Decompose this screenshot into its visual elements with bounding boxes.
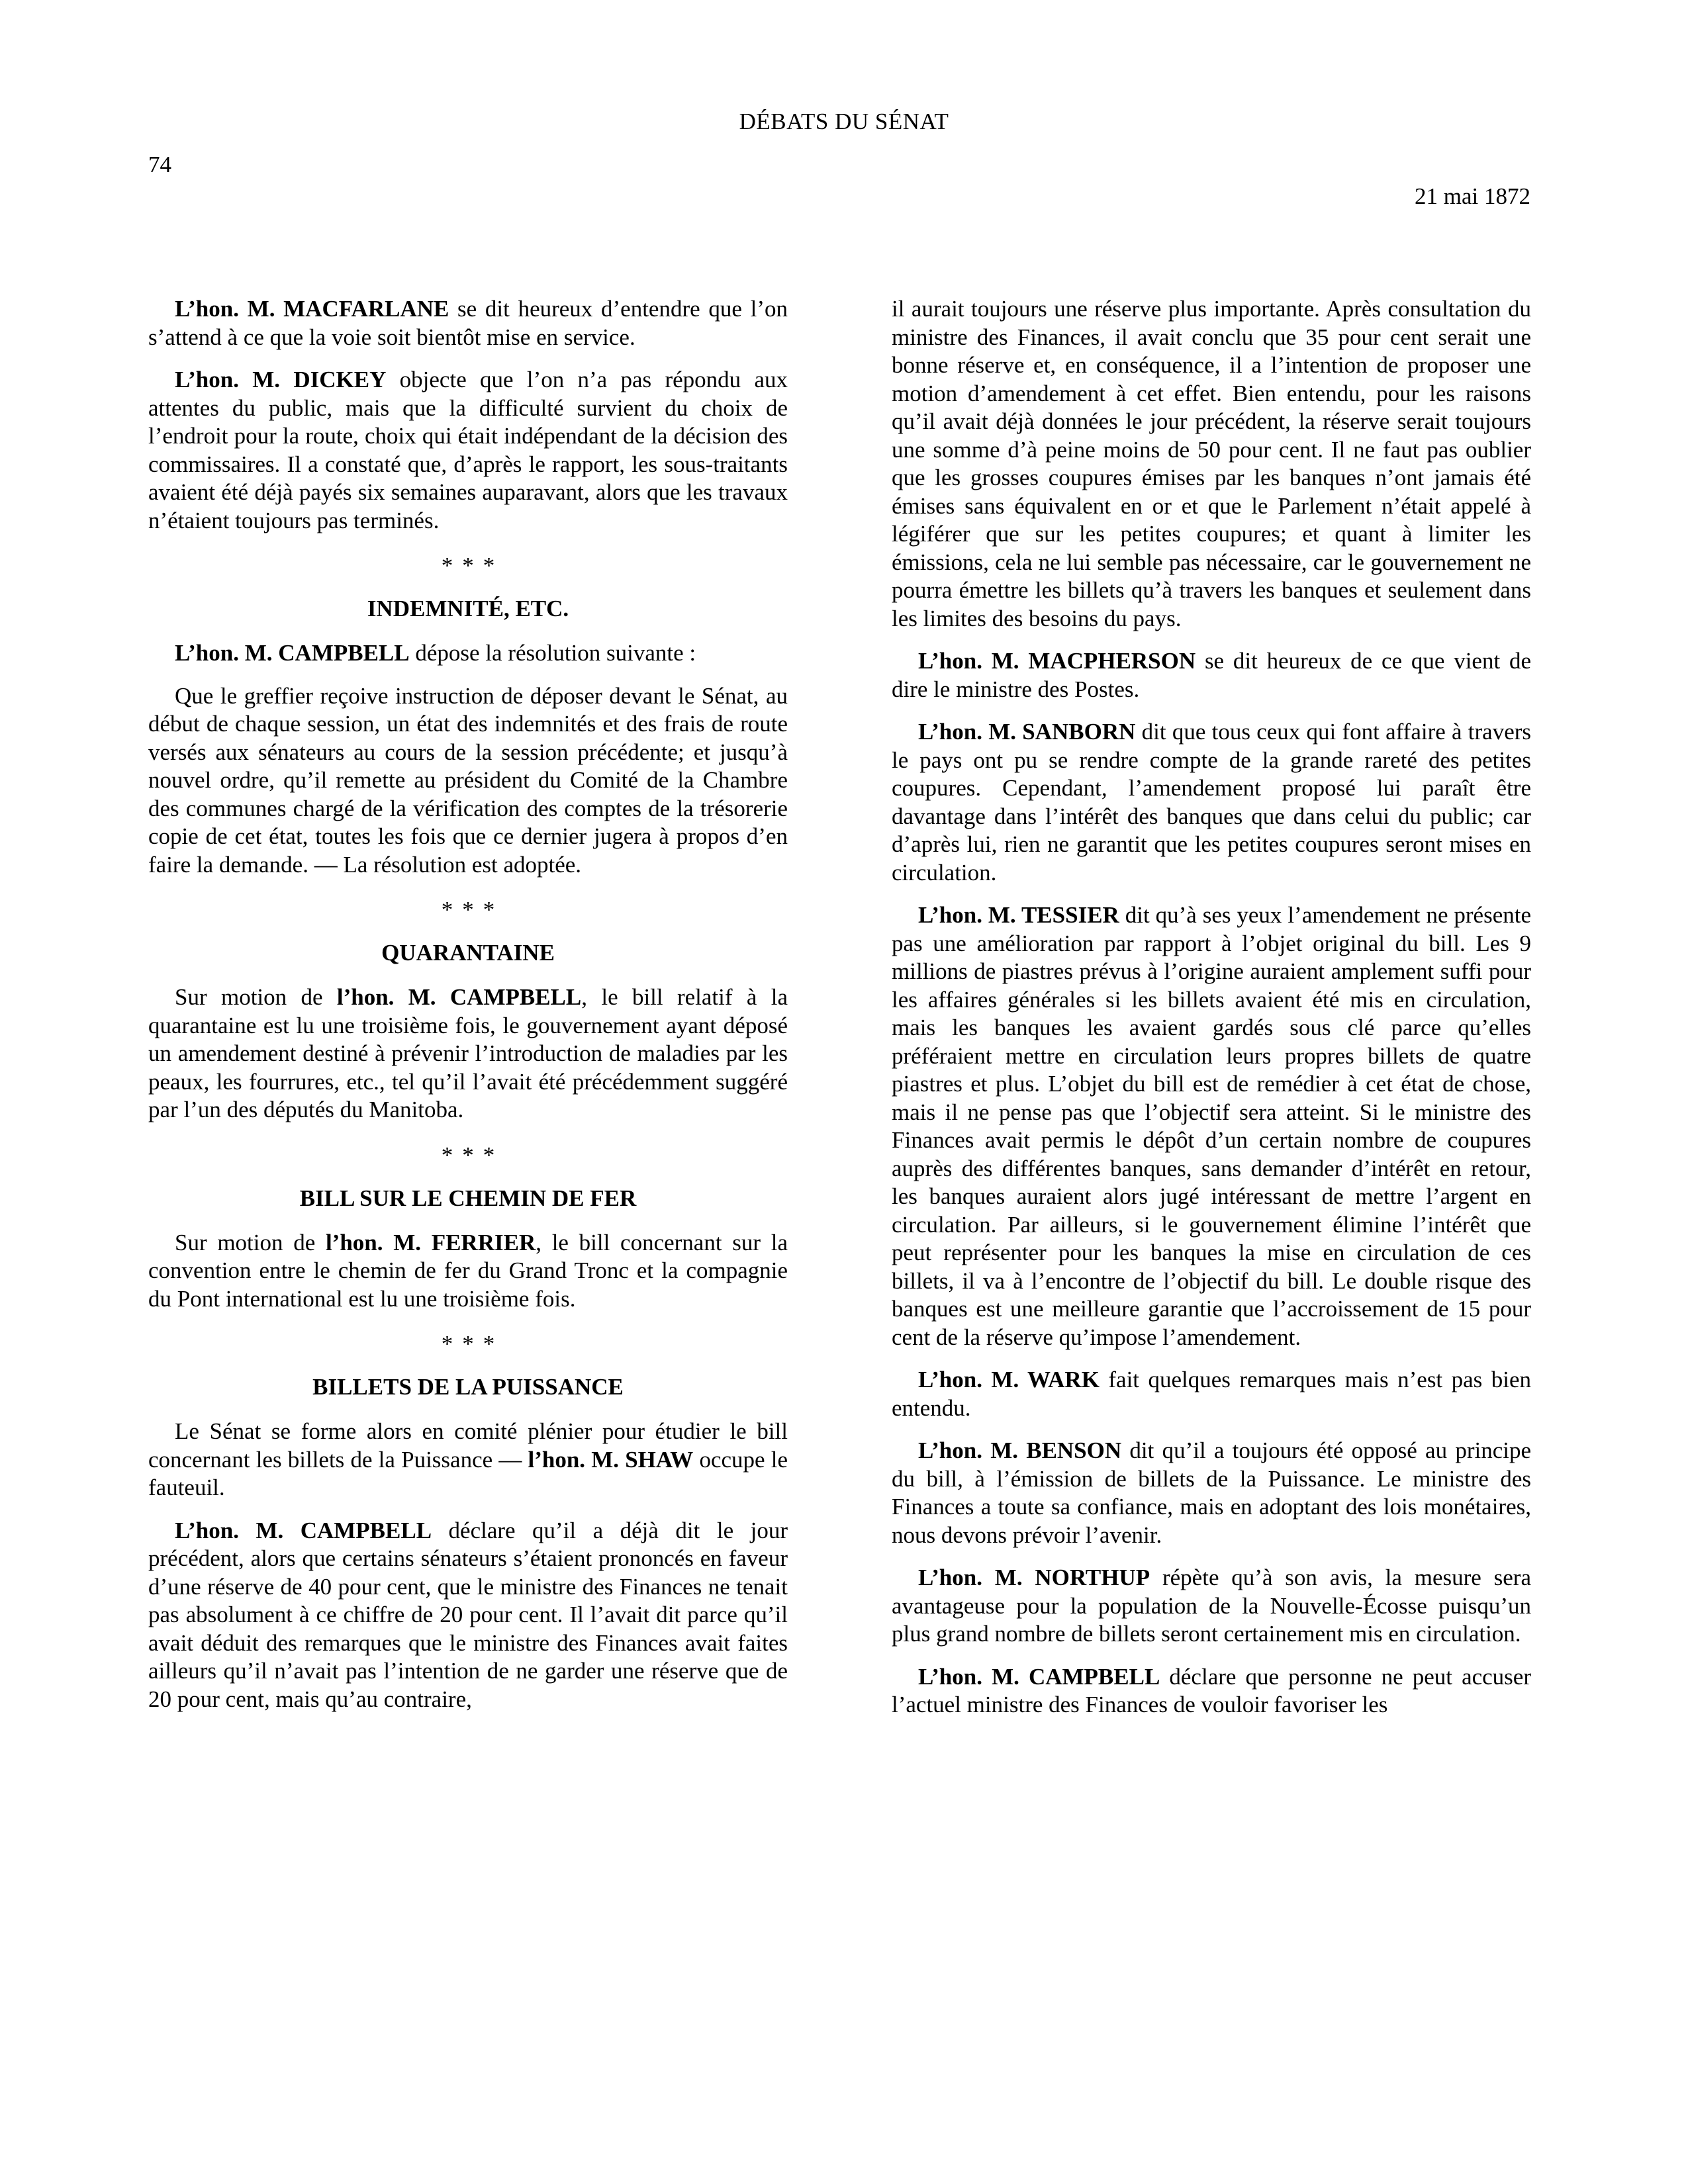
paragraph-campbell-final	[892, 1663, 1531, 1719]
paragraph-chemin-de-fer	[148, 1229, 788, 1314]
paragraph-benson	[892, 1437, 1531, 1549]
section-separator: ***	[441, 1142, 504, 1168]
paragraph-text: déclare qu’il a déjà dit le jour précédent, alors que certains sénateurs s’étaient prononcés en faveur d’une réserve de 40 pour cent, que le ministre des Finances ne tenait pas absolument à ce chiffre de 20 pour cent. Il l’avait dit parce qu’il avait déduit des remarques que le ministre des Finances avait faites ailleurs qu’il n’avait pas l’intention de ne garder une réserve que de 20 pour cent, mais qu’au contraire,	[148, 1517, 788, 1712]
paragraph-campbell-reserve	[148, 1517, 788, 1714]
paragraph-northup	[892, 1564, 1531, 1649]
right-column	[892, 295, 1531, 1719]
paragraph-text: dit qu’il a toujours été opposé au principe du bill, à l’émission de billets de la Puissance. Le ministre des Finances a toute sa confiance, mais en adoptant des lois monétaires, nous devons prévoir l’avenir.	[892, 1437, 1531, 1548]
speaker-name: l’hon. M. SHAW	[528, 1446, 694, 1473]
speaker-name: L’hon. M. BENSON	[918, 1437, 1122, 1463]
speaker-name: L’hon. M. SANBORN	[918, 719, 1136, 745]
speaker-name: L’hon. M. CAMPBELL	[918, 1663, 1160, 1690]
paragraph-text: dépose la résolution suivante :	[409, 640, 696, 666]
page-date: 21 mai 1872	[1415, 183, 1530, 209]
paragraph-text: répète qu’à son avis, la mesure sera avantageuse pour la population de la Nouvelle-Écosse puisqu’un plus grand nombre de billets seront certainement mis en circulation.	[892, 1565, 1531, 1647]
paragraph-comite-plenier	[148, 1418, 788, 1502]
paragraph-wark	[892, 1366, 1531, 1422]
resolution-text: Que le greffier reçoive instruction de déposer devant le Sénat, au début de chaque session, un état des indemnités et des frais de route versés aux sénateurs au cours de la session précédente; et jusqu’à nouvel ordre, qu’il remette au président du Comité de la Chambre des communes chargé de la vérification des comptes de la trésorerie copie de cet état, toutes les fois que ce dernier jugera à propos d’en faire la demande. — La résolution est adoptée.	[148, 682, 788, 878]
speaker-name: l’hon. M. CAMPBELL	[336, 984, 582, 1010]
speaker-name: L’hon. M. NORTHUP	[918, 1565, 1150, 1590]
section-heading-indemnite: INDEMNITÉ, ETC.	[367, 596, 569, 621]
paragraph-macfarlane	[148, 295, 788, 351]
paragraph-text: dit qu’à ses yeux l’amendement ne présente pas une amélioration par rapport à l’objet original du bill. Les 9 millions de piastres prévus à l’origine auraient amplement suffi pour les affaires générales si les billets avaient été mis en circulation, mais les banques les avaient gardés sous clé parce qu’elles préféraient mettre en circulation leurs propres billets de quatre piastres et plus. L’objet du bill est de remédier à cet état de chose, mais il ne pense pas que l’objectif sera atteint. Si le ministre des Finances avait permis le dépôt d’un certain nombre de coupures auprès des différentes banques, sans demander d’intérêt en retour, les banques auraient alors jugé intéressant de mettre l’argent en circulation. Par ailleurs, si le gouvernement élimine l’intérêt que peut représenter pour les banques la mise en circulation de ces billets, il va à l’encontre de l’objectif du bill. Le double risque des banques est une meilleure garantie que l’accroissement de 15 pour cent de la réserve qu’impose l’amendement.	[892, 902, 1531, 1350]
paragraph-dickey	[148, 366, 788, 535]
speaker-name: L’hon. M. MACFARLANE	[175, 296, 449, 322]
paragraph-quarantaine	[148, 983, 788, 1124]
speaker-name: L’hon. M. WARK	[918, 1367, 1100, 1392]
section-heading-quarantaine: QUARANTAINE	[381, 940, 555, 966]
section-separator: ***	[441, 553, 504, 578]
speaker-name: L’hon. M. CAMPBELL	[175, 1517, 432, 1543]
speaker-name: L’hon. M. CAMPBELL	[175, 640, 410, 666]
paragraph-text: Sur motion de	[175, 1229, 326, 1255]
paragraph-text: Le Sénat se forme alors en comité plénier pour étudier le bill concernant les billets de la Puissance —	[148, 1418, 788, 1473]
paragraph-continuation: il aurait toujours une réserve plus importante. Après consultation du ministre des Finances, il avait conclu que 35 pour cent serait une bonne réserve et, en conséquence, il a l’intention de proposer une motion d’amendement à cet effet. Bien entendu, pour les raisons qu’il avait déjà données le jour précédent, la réserve serait toujours une somme d’à peine moins de 50 pour cent. Il ne faut pas oublier que les grosses coupures émises par les banques n’ont jamais été émises sans équivalent en or et que le Parlement n’était appelé à légiférer que sur les petites coupures; et quant à limiter les émissions, cela ne lui semble pas nécessaire, car le gouvernement ne pourra émettre les billets qu’à travers les banques et seulement dans les limites des besoins du pays.	[892, 296, 1531, 631]
paragraph-text: déclare que personne ne peut accuser l’actuel ministre des Finances de vouloir favoriser les	[892, 1663, 1531, 1717]
paragraph-macpherson	[892, 647, 1531, 704]
paragraph-text: fait quelques remarques mais n’est pas bien entendu.	[892, 1367, 1531, 1421]
paragraph-text: , le bill relatif à la quarantaine est lu une troisième fois, le gouvernement ayant déposé un amendement destiné à prévenir l’introduction de maladies par les peaux, les fourrures, etc., tel qu’il l’avait été précédemment suggéré par l’un des députés du Manitoba.	[148, 984, 788, 1122]
paragraph-text: , le bill concernant sur la convention entre le chemin de fer du Grand Tronc et la compagnie du Pont international est lu une troisième fois.	[148, 1229, 788, 1312]
section-separator: ***	[441, 1331, 504, 1357]
section-separator: ***	[441, 897, 504, 923]
paragraph-campbell-resolution	[148, 639, 788, 668]
running-header-title: DÉBATS DU SÉNAT	[739, 109, 949, 134]
paragraph-text: dit que tous ceux qui font affaire à travers le pays ont pu se rendre compte de la grande rareté des petites coupures. Cependant, l’amendement proposé lui paraît être davantage dans l’intérêt des banques que dans celui du public; car d’après lui, rien ne garantit que les petites coupures seront mises en circulation.	[892, 719, 1532, 886]
page-number: 74	[148, 152, 171, 177]
paragraph-text: se dit heureux d’entendre que l’on s’attend à ce que la voie soit bientôt mise en service.	[148, 296, 788, 350]
paragraph-text: objecte que l’on n’a pas répondu aux attentes du public, mais que la difficulté survient du choix de l’endroit pour la route, choix qui était indépendant de la décision des commissaires. Il a constaté que, d’après le rapport, les sous-traitants avaient été déjà payés six semaines auparavant, alors que les travaux n’étaient toujours pas terminés.	[148, 367, 788, 533]
left-column	[148, 295, 788, 1713]
speaker-name: L’hon. M. TESSIER	[918, 902, 1119, 928]
paragraph-sanborn	[892, 718, 1531, 887]
paragraph-text: se dit heureux de ce que vient de dire le ministre des Postes.	[892, 648, 1532, 702]
paragraph-text: occupe le fauteuil.	[148, 1446, 788, 1500]
speaker-name: L’hon. M. MACPHERSON	[918, 648, 1196, 674]
speaker-name: L’hon. M. DICKEY	[175, 367, 387, 392]
paragraph-text: Sur motion de	[175, 984, 337, 1010]
section-heading-chemin-de-fer: BILL SUR LE CHEMIN DE FER	[299, 1185, 637, 1211]
speaker-name: l’hon. M. FERRIER	[325, 1229, 536, 1255]
section-heading-billets: BILLETS DE LA PUISSANCE	[312, 1374, 624, 1400]
paragraph-tessier	[892, 901, 1531, 1351]
